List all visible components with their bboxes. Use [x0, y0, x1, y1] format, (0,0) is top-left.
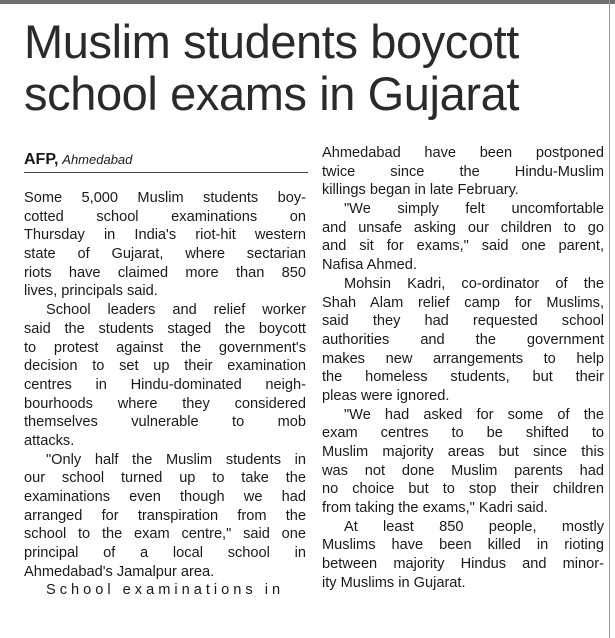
byline-rule — [24, 172, 308, 173]
body-line: between majority Hindus and minor- — [322, 556, 604, 573]
body-line: At least 850 people, mostly — [344, 518, 604, 535]
body-line: cotted school examinations on — [24, 208, 306, 225]
body-column-2 — [322, 144, 604, 593]
body-line: and unsafe asking our children to go — [322, 219, 604, 236]
body-line: riots have claimed more than 850 — [24, 264, 306, 281]
body-line: said the students staged the boycott — [24, 320, 306, 337]
headline-line-2: school exams in Gujarat — [24, 67, 519, 120]
body-line: from taking the exams," Kadri said. — [322, 500, 548, 517]
body-line: makes new arrangements to help — [322, 350, 604, 367]
body-line: decision to set up their examination — [24, 358, 306, 375]
body-line: killings began in late February. — [322, 182, 519, 199]
body-line: twice since the Hindu-Muslim — [322, 163, 604, 180]
body-line: ity Muslims in Gujarat. — [322, 574, 466, 591]
body-line: Ahmedabad have been postponed — [322, 145, 604, 161]
body-line: no choice but to stop their children — [322, 481, 604, 498]
headline-line-1: Muslim students boycott — [24, 15, 519, 68]
body-line: arranged for transpiration from the — [24, 507, 306, 524]
body-line: state of Gujarat, where sectarian — [24, 246, 306, 263]
body-line: Mohsin Kadri, co-ordinator of the — [344, 275, 604, 292]
body-line: "We had asked for some of the — [344, 406, 604, 423]
body-line: exam centres to be shifted to — [322, 425, 604, 442]
body-line: principal of a local school in — [24, 545, 306, 562]
body-line: and sit for exams," said one parent, — [322, 238, 604, 255]
body-line: pleas were ignored. — [322, 387, 450, 404]
body-line: the homeless students, but their — [322, 369, 604, 386]
body-line: authorities and the government — [322, 331, 604, 348]
body-line: Muslims have been killed in rioting — [322, 537, 604, 554]
body-line: lives, principals said. — [24, 283, 158, 300]
body-column-1 — [24, 189, 306, 600]
body-line: examinations even though we had — [24, 489, 306, 505]
body-line: Thursday in India's riot-hit western — [24, 227, 306, 244]
byline — [24, 150, 314, 169]
body-line: school to the exam centre," said one — [24, 526, 306, 543]
body-line: was not done Muslim parents had — [322, 462, 604, 479]
headline — [24, 16, 609, 120]
body-line: to protest against the government's — [24, 339, 306, 356]
body-line: School leaders and relief worker — [46, 302, 306, 319]
body-line: centres in Hindu-dominated neigh- — [24, 376, 306, 393]
column-divider — [609, 0, 610, 638]
body-line: School examinations in — [46, 582, 285, 599]
body-line: "We simply felt uncomfortable — [344, 201, 604, 218]
byline-place: Ahmedabad — [62, 152, 133, 167]
body-line: themselves vulnerable to mob — [24, 414, 306, 431]
body-line: Nafisa Ahmed. — [322, 257, 417, 274]
body-line: bourhoods where they considered — [24, 395, 306, 412]
top-rule — [0, 0, 615, 4]
body-line: "Only half the Muslim students in — [46, 451, 306, 468]
body-line: said they had requested school — [322, 313, 604, 330]
body-line: attacks. — [24, 432, 75, 449]
body-line: Muslim majority areas but since this — [322, 444, 604, 460]
byline-agency: AFP, — [24, 151, 59, 168]
body-line: Some 5,000 Muslim students boy- — [24, 190, 306, 206]
body-line: Ahmedabad's Jamalpur area. — [24, 563, 215, 580]
body-line: Shah Alam relief camp for Muslims, — [322, 294, 604, 311]
body-line: our school turned up to take the — [24, 470, 306, 487]
